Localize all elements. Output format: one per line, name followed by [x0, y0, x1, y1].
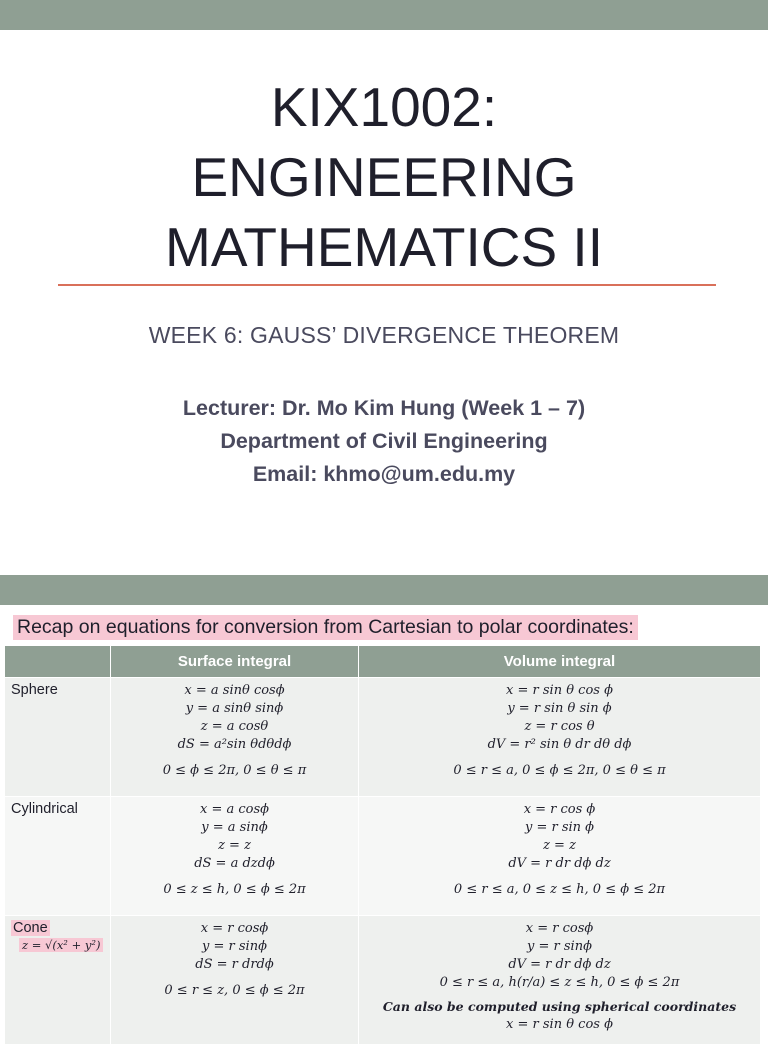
equation: dV = r² sin θ dr dθ dϕ [487, 737, 632, 752]
limits: 0 ≤ r ≤ a, 0 ≤ z ≤ h, 0 ≤ ϕ ≤ 2π [453, 882, 666, 897]
volume-cell [359, 678, 761, 797]
equation: x = a cosϕ [199, 802, 269, 817]
equation: x = r sin θ cos ϕ [506, 683, 613, 698]
email-line: Email: khmo@um.edu.my [252, 462, 516, 486]
equation: y = r sin ϕ [524, 820, 595, 835]
column-header-surface: Surface integral [111, 646, 359, 678]
surface-cell [111, 797, 359, 916]
equation: dV = r dr dϕ dz [508, 856, 611, 871]
column-header [5, 646, 111, 678]
slide2-top-bar [0, 575, 768, 605]
title-divider [58, 284, 716, 286]
subtitle: WEEK 6: GAUSS’ DIVERGENCE THEOREM [148, 322, 620, 348]
limits: 0 ≤ r ≤ a, 0 ≤ ϕ ≤ 2π, 0 ≤ θ ≤ π [453, 763, 666, 778]
equation: y = r sinϕ [202, 939, 267, 954]
equation: dS = a dzdϕ [194, 856, 275, 871]
equation: dS = r drdϕ [195, 957, 274, 972]
row-label [5, 916, 111, 1045]
volume-cell [359, 797, 761, 916]
equation: y = a sinθ sinϕ [185, 701, 284, 716]
volume-cell [359, 916, 761, 1045]
equation: dV = r dr dϕ dz [508, 957, 611, 972]
spherical-note: Can also be computed using spherical coordinates [382, 999, 737, 1014]
surface-cell [111, 916, 359, 1045]
column-header-volume: Volume integral [359, 646, 761, 678]
equation: x = a sinθ cosϕ [184, 683, 285, 698]
limits: 0 ≤ r ≤ a, h(r/a) ≤ z ≤ h, 0 ≤ ϕ ≤ 2π [439, 975, 680, 990]
equation: z = z [218, 838, 251, 853]
table-row [5, 916, 761, 1045]
equation: x = r cosϕ [200, 921, 269, 936]
title-line: MATHEMATICS II [165, 216, 603, 278]
cone-formula: z = √(x² + y²) [19, 938, 103, 952]
title-line: KIX1002: [270, 76, 498, 138]
equation: z = r cos θ [524, 719, 595, 734]
page-title [0, 72, 768, 282]
department-line: Department of Civil Engineering [220, 429, 548, 453]
limits: 0 ≤ ϕ ≤ 2π, 0 ≤ θ ≤ π [162, 763, 307, 778]
table-row [5, 678, 761, 797]
equation: y = r sin θ sin ϕ [507, 701, 612, 716]
lecturer-info [0, 392, 768, 491]
title-line: ENGINEERING [191, 146, 577, 208]
equation: dS = a²sin θdθdϕ [177, 737, 292, 752]
equation: x = r cos ϕ [523, 802, 596, 817]
table-row [5, 797, 761, 916]
row-label: Sphere [5, 678, 111, 797]
limits: 0 ≤ r ≤ z, 0 ≤ ϕ ≤ 2π [164, 983, 305, 998]
recap-slide [0, 605, 768, 1032]
title-slide [0, 30, 768, 575]
equation: y = r sinϕ [527, 939, 592, 954]
lecturer-line: Lecturer: Dr. Mo Kim Hung (Week 1 – 7) [182, 396, 586, 420]
equation: x = r sin θ cos ϕ [506, 1017, 613, 1032]
top-bar [0, 0, 768, 30]
recap-heading: Recap on equations for conversion from Cartesian to polar coordinates: [13, 615, 638, 640]
equation: y = a sinϕ [201, 820, 268, 835]
table-header-row [5, 646, 761, 678]
conversion-table [4, 645, 761, 1045]
limits: 0 ≤ z ≤ h, 0 ≤ ϕ ≤ 2π [163, 882, 306, 897]
surface-cell [111, 678, 359, 797]
equation: x = r cosϕ [525, 921, 594, 936]
row-label: Cylindrical [5, 797, 111, 916]
cone-label: Cone [13, 920, 48, 936]
equation: z = a cosθ [200, 719, 269, 734]
equation: z = z [543, 838, 576, 853]
